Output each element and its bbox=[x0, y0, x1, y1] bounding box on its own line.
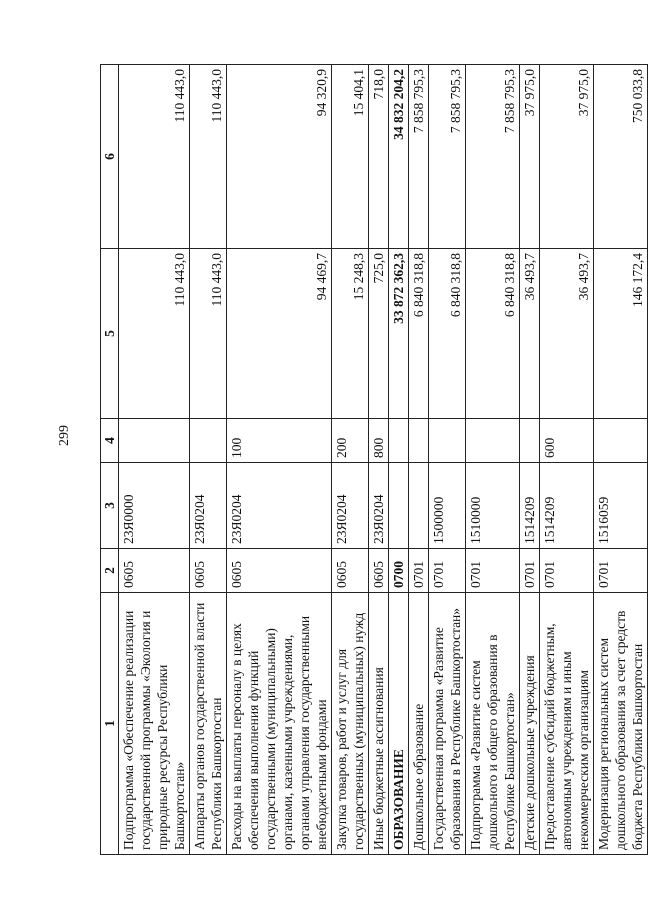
section-code-cell: 0701 bbox=[466, 549, 520, 593]
amount-2015-cell: 7 858 795,3 bbox=[429, 65, 466, 249]
expense-type-cell bbox=[594, 419, 648, 463]
header-cell: 4 bbox=[101, 419, 119, 463]
amount-2015-cell: 37 975,0 bbox=[540, 65, 594, 249]
section-code-cell: 0701 bbox=[540, 549, 594, 593]
row-name-cell: Государственная программа «Развитие образования в Республике Башкортостан» bbox=[429, 593, 466, 855]
expense-type-cell bbox=[429, 419, 466, 463]
table-row bbox=[190, 65, 227, 855]
expense-type-cell: 100 bbox=[227, 419, 332, 463]
amount-2014-cell: 110 443,0 bbox=[119, 249, 190, 419]
row-name-cell: Подпрограмма «Развитие систем дошкольного и общего образования в Республике Башкортостан» bbox=[466, 593, 520, 855]
header-cell: 3 bbox=[101, 463, 119, 549]
amount-2014-cell: 33 872 362,3 bbox=[389, 249, 409, 419]
header-cell: 2 bbox=[101, 549, 119, 593]
amount-2014-cell: 36 493,7 bbox=[520, 249, 540, 419]
budget-table bbox=[100, 64, 648, 855]
target-code-cell: 1516059 bbox=[594, 463, 648, 549]
header-row bbox=[101, 65, 119, 855]
expense-type-cell: 600 bbox=[540, 419, 594, 463]
row-name-cell: Аппараты органов государственной власти Республики Башкортостан bbox=[190, 593, 227, 855]
expense-type-cell bbox=[466, 419, 520, 463]
header-cell: 5 bbox=[101, 249, 119, 419]
section-code-cell: 0701 bbox=[409, 549, 429, 593]
amount-2015-cell: 34 832 204,2 bbox=[389, 65, 409, 249]
amount-2014-cell: 6 840 318,8 bbox=[409, 249, 429, 419]
target-code-cell bbox=[409, 463, 429, 549]
table-row bbox=[409, 65, 429, 855]
target-code-cell: 23Я0204 bbox=[332, 463, 369, 549]
row-name-cell: Детские дошкольные учреждения bbox=[520, 593, 540, 855]
table-row bbox=[369, 65, 389, 855]
amount-2015-cell: 37 975,0 bbox=[520, 65, 540, 249]
row-name-cell: Иные бюджетные ассигнования bbox=[369, 593, 389, 855]
amount-2014-cell: 725,0 bbox=[369, 249, 389, 419]
target-code-cell: 1500000 bbox=[429, 463, 466, 549]
amount-2014-cell: 110 443,0 bbox=[190, 249, 227, 419]
target-code-cell: 1510000 bbox=[466, 463, 520, 549]
section-code-cell: 0701 bbox=[520, 549, 540, 593]
amount-2014-cell: 94 469,7 bbox=[227, 249, 332, 419]
page-number: 299 bbox=[57, 425, 72, 446]
section-code-cell: 0605 bbox=[332, 549, 369, 593]
table-row bbox=[332, 65, 369, 855]
expense-type-cell bbox=[119, 419, 190, 463]
amount-2015-cell: 750 033,8 bbox=[594, 65, 648, 249]
row-name-cell: Дошкольное образование bbox=[409, 593, 429, 855]
table-row bbox=[540, 65, 594, 855]
target-code-cell: 1514209 bbox=[540, 463, 594, 549]
header-cell: 6 bbox=[101, 65, 119, 249]
expense-type-cell: 800 bbox=[369, 419, 389, 463]
target-code-cell: 23Я0204 bbox=[227, 463, 332, 549]
expense-type-cell: 200 bbox=[332, 419, 369, 463]
row-name-cell: Закупка товаров, работ и услуг для государственных (муниципальных) нужд bbox=[332, 593, 369, 855]
expense-type-cell bbox=[389, 419, 409, 463]
amount-2014-cell: 146 172,4 bbox=[594, 249, 648, 419]
section-code-cell: 0701 bbox=[594, 549, 648, 593]
target-code-cell: 23Я0204 bbox=[190, 463, 227, 549]
budget-table-container bbox=[100, 65, 645, 855]
table-row bbox=[429, 65, 466, 855]
target-code-cell: 1514209 bbox=[520, 463, 540, 549]
section-code-cell: 0700 bbox=[389, 549, 409, 593]
target-code-cell: 23Я0204 bbox=[369, 463, 389, 549]
expense-type-cell bbox=[409, 419, 429, 463]
section-code-cell: 0701 bbox=[429, 549, 466, 593]
expense-type-cell bbox=[190, 419, 227, 463]
row-name-cell: Предоставление субсидий бюджетным, автономным учреждениям и иным некоммерческим организациям bbox=[540, 593, 594, 855]
target-code-cell bbox=[389, 463, 409, 549]
amount-2014-cell: 6 840 318,8 bbox=[466, 249, 520, 419]
table-row bbox=[594, 65, 648, 855]
table-row bbox=[389, 65, 409, 855]
amount-2015-cell: 718,0 bbox=[369, 65, 389, 249]
row-name-cell: ОБРАЗОВАНИЕ bbox=[389, 593, 409, 855]
section-code-cell: 0605 bbox=[119, 549, 190, 593]
amount-2015-cell: 94 320,9 bbox=[227, 65, 332, 249]
amount-2015-cell: 7 858 795,3 bbox=[466, 65, 520, 249]
amount-2014-cell: 15 248,3 bbox=[332, 249, 369, 419]
section-code-cell: 0605 bbox=[190, 549, 227, 593]
amount-2014-cell: 6 840 318,8 bbox=[429, 249, 466, 419]
header-cell: 1 bbox=[101, 593, 119, 855]
amount-2015-cell: 15 404,1 bbox=[332, 65, 369, 249]
target-code-cell: 23Я0000 bbox=[119, 463, 190, 549]
expense-type-cell bbox=[520, 419, 540, 463]
table-row bbox=[227, 65, 332, 855]
section-code-cell: 0605 bbox=[369, 549, 389, 593]
table-row bbox=[119, 65, 190, 855]
row-name-cell: Расходы на выплаты персоналу в целях обеспечения выполнения функций государственными (муниципальными) органами, казенными учреждениями, органами управления государственными внебюджетными фондами bbox=[227, 593, 332, 855]
amount-2015-cell: 110 443,0 bbox=[119, 65, 190, 249]
table-row bbox=[466, 65, 520, 855]
row-name-cell: Модернизация региональных систем дошкольного образования за счет средств бюджета Республики Башкортостан bbox=[594, 593, 648, 855]
table-row bbox=[520, 65, 540, 855]
section-code-cell: 0605 bbox=[227, 549, 332, 593]
amount-2015-cell: 7 858 795,3 bbox=[409, 65, 429, 249]
amount-2015-cell: 110 443,0 bbox=[190, 65, 227, 249]
amount-2014-cell: 36 493,7 bbox=[540, 249, 594, 419]
row-name-cell: Подпрограмма «Обеспечение реализации государственной программы «Экология и природные ресурсы Республики Башкортостан» bbox=[119, 593, 190, 855]
